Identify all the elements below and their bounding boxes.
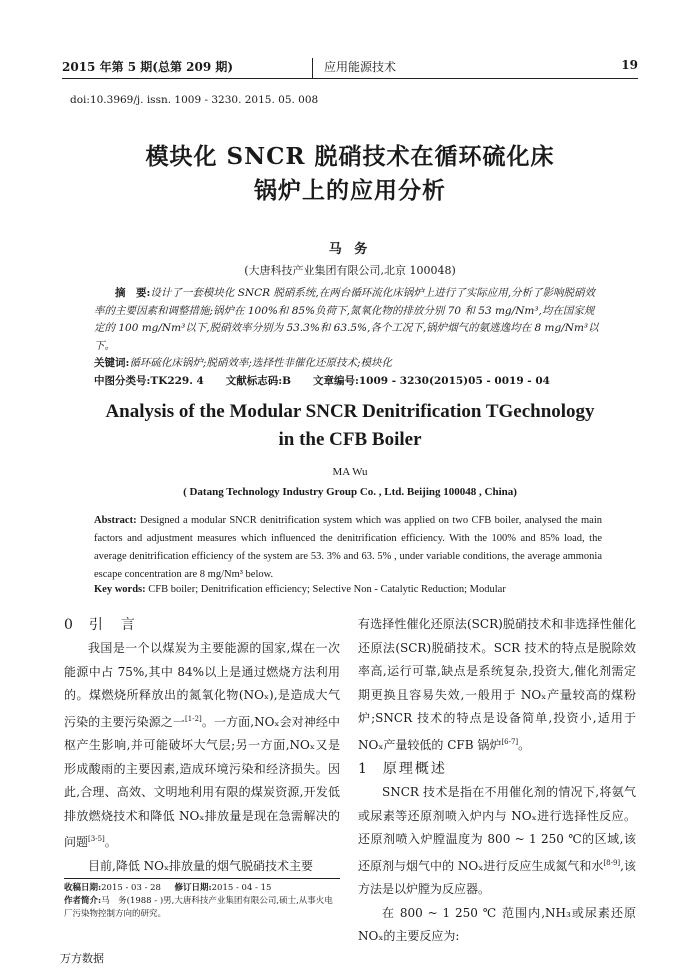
received-date: 2015 - 03 - 28 xyxy=(101,883,161,893)
sncr-text: SNCR 技术是指在不用催化剂的情况下,将氨气或尿素等还原剂喷入炉内与 NOₓ进行选择性反应。还原剂喷入炉膛温度为 800 ~ 1 250 ℃的区域,该还原剂与烟气中的 NOₓ进行反应生成氮气和水 xyxy=(358,785,636,873)
title-en-line1: Analysis of the Modular SNCR Denitrification TGechnology xyxy=(105,401,595,422)
abstract-en-text: Designed a modular SNCR denitrification system which was applied on two CFB boiler, analysed the main factors and adjustment measures which influenced the denitrification efficiency. With the 100% and 85% load, the average denitrification efficiency of the system are 53. 3% and 63. 5% , under variable conditions, the average ammonia escape concentration are 8 mg/Nm³ below. xyxy=(94,515,602,580)
intro-text-a: 我国是一个以煤炭为主要能源的国家,煤在一次能源中占 75%,其中 84%以上是通过燃烧方法利用的。煤燃烧所释放出的氮氧化物(NOₓ),是造成大气污染的主要污染源之一 xyxy=(64,641,340,729)
article-number: 文章编号:1009 - 3230(2015)05 - 0019 - 04 xyxy=(313,375,550,387)
author-bio-text: 马 务(1988 - )男,大唐科技产业集团有限公司,硕士,从事火电厂污染物控制方向的研究。 xyxy=(64,896,333,919)
section-number: 0 xyxy=(64,617,75,633)
scr-paragraph xyxy=(358,613,636,757)
intro-text-c: 。 xyxy=(104,835,117,849)
scr-text: 有选择性催化还原法(SCR)脱硝技术和非选择性催化还原法(SCR)脱硝技术。SCR 技术的特点是脱除效率高,运行可靠,缺点是系统复杂,投资大,催化剂需定期更换且容易失效,一般用于 NOₓ产量较高的煤粉炉;SNCR 技术的特点是设备简单,投资小,适用于 NOₓ产量较低的 CFB 锅炉 xyxy=(358,617,636,752)
scr-text-end: 。 xyxy=(518,737,531,752)
author-bio xyxy=(64,895,340,921)
section-number: 1 xyxy=(358,761,369,777)
keywords-cn xyxy=(94,355,602,370)
citation[interactable]: [8-9] xyxy=(603,858,621,867)
author-cn: 马 务 xyxy=(328,242,372,257)
revised-label: 修订日期: xyxy=(174,883,212,893)
title-en-line2: in the CFB Boiler xyxy=(278,429,422,450)
clc-number: 中图分类号:TK229. 4 xyxy=(94,375,204,387)
title-en xyxy=(0,398,700,454)
journal-name: 应用能源技术 xyxy=(324,60,397,74)
dates-line xyxy=(64,882,340,895)
received-label: 收稿日期: xyxy=(64,883,102,893)
keywords-cn-text: 循环硫化床锅炉;脱硝效率;选择性非催化还原技术;模块化 xyxy=(129,357,393,369)
left-column xyxy=(64,613,340,878)
citation[interactable]: [1-2] xyxy=(185,714,202,723)
keywords-en xyxy=(94,584,602,595)
author-bio-label: 作者简介: xyxy=(64,896,102,906)
section-title: 原理概述 xyxy=(382,761,447,777)
keywords-en-label: Key words: xyxy=(94,584,146,595)
title-cn xyxy=(0,140,700,208)
revised-date: 2015 - 04 - 15 xyxy=(211,883,272,893)
affiliation-cn: (大唐科技产业集团有限公司,北京 100048) xyxy=(244,264,456,277)
running-header xyxy=(62,58,638,79)
page-number: 19 xyxy=(621,58,638,72)
keywords-cn-label: 关键词: xyxy=(94,357,130,369)
section-heading-principle xyxy=(358,757,636,781)
right-column xyxy=(358,613,636,949)
intro-paragraph-2: 目前,降低 NOₓ排放量的烟气脱硝技术主要 xyxy=(88,858,314,873)
keywords-en-text: CFB boiler; Denitrification efficiency; Selective Non - Catalytic Reduction; Modular xyxy=(145,584,506,595)
abstract-en-label: Abstract: xyxy=(94,515,137,526)
watermark: 万方数据 xyxy=(60,952,104,965)
header-divider xyxy=(312,58,313,78)
abstract-cn-text: 设计了一套模块化 SNCR 脱硝系统,在两台循环流化床锅炉上进行了实际应用,分析了影响脱硝效率的主要因素和调整措施;锅炉在 100%和 85%负荷下,氮氧化物的排放分别 70 和 53 mg/Nm³,均在国家规定的 100 mg/Nm³以下,脱硝效率分别为 53.3%和 63.5%,各个工况下,锅炉烟气的氨逃逸均在 8 mg/Nm³以下。 xyxy=(94,287,599,352)
sncr-text-end: ,该方法是以炉膛为反应器。 xyxy=(358,858,636,896)
title-cn-line1: 模块化 SNCR 脱硝技术在循环硫化床 xyxy=(145,143,555,170)
reaction-paragraph: 在 800 ~ 1 250 ℃ 范围内,NH₃或尿素还原 NOₓ的主要反应为: xyxy=(358,905,636,943)
section-title: 引 言 xyxy=(88,617,137,633)
citation[interactable]: [6-7] xyxy=(501,737,519,746)
journal-issue: 2015 年第 5 期(总第 209 期) xyxy=(62,60,234,74)
footnote xyxy=(64,878,340,921)
sncr-paragraph xyxy=(358,781,636,902)
citation[interactable]: [3-5] xyxy=(88,835,105,843)
abstract-cn xyxy=(94,285,602,355)
author-en: MA Wu xyxy=(332,466,368,478)
intro-text-b: 。一方面,NOₓ会对神经中枢产生影响,并可能破坏大气层;另一方面,NOₓ又是形成酸雨的主要因素,造成环境污染和经济损失。因此,合理、高效、文明地利用有限的煤炭资源,开发低排放燃烧技术和降低 NOₓ排放量是现在急需解决的问题 xyxy=(64,714,340,849)
abstract-cn-label: 摘 要: xyxy=(115,287,151,299)
doi[interactable]: doi:10.3969/j. issn. 1009 - 3230. 2015. 05. 008 xyxy=(70,94,319,106)
section-heading-intro xyxy=(64,613,340,637)
affiliation-en: ( Datang Technology Industry Group Co. , Ltd. Beijing 100048 , China) xyxy=(183,486,517,498)
abstract-en xyxy=(94,512,602,584)
document-code: 文献标志码:B xyxy=(225,375,292,387)
intro-paragraph xyxy=(64,637,340,855)
title-cn-line2: 锅炉上的应用分析 xyxy=(254,177,446,204)
classification-cn xyxy=(94,373,602,388)
